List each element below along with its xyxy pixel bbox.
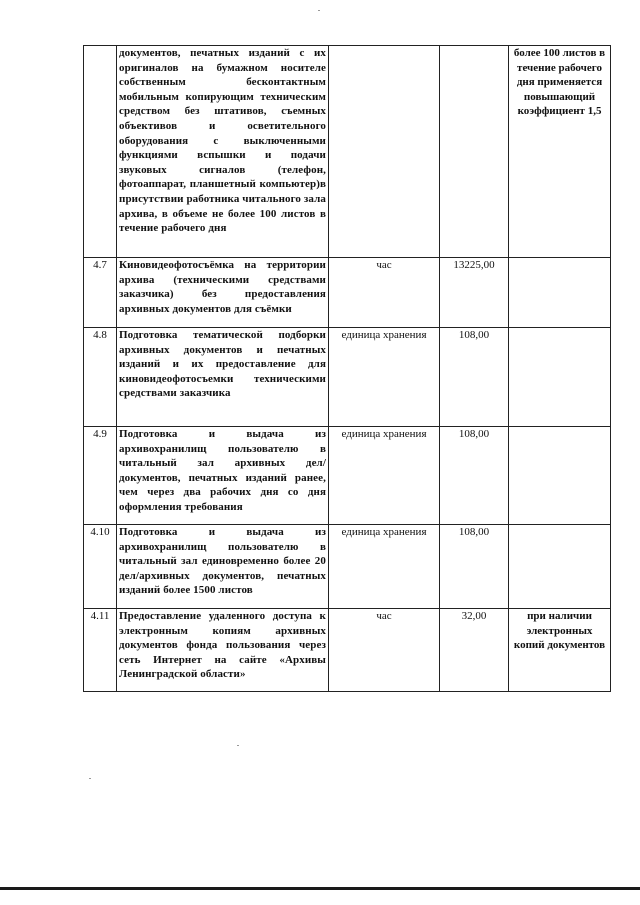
note-cell: более 100 листов в течение рабочего дня применяется повышающий коэффициент 1,5 <box>509 46 611 258</box>
price-value: 32,00 <box>440 609 509 692</box>
unit-of-measure: час <box>329 609 440 692</box>
service-description: документов, печатных изданий с их оригиналов на бумажном носителе собственным бесконтактным мобильным копирующим техническим средством без штативов, съемных объективов и осветительного оборудования с выключенными функциями вспышки и подачи звуковых сигналов (телефон, фотоаппарат, планшетный компьютер)в присутствии работника читального зала архива, в объеме не более 100 листов в течение рабочего дня <box>117 46 329 258</box>
note-cell <box>509 427 611 525</box>
note-cell <box>509 525 611 609</box>
note-cell <box>509 328 611 427</box>
service-description: Подготовка и выдача из архивохранилищ пользователю в читальный зал единовременно более 20 дел/архивных документов, печатных изданий более 1500 листов <box>117 525 329 609</box>
price-value: 108,00 <box>440 525 509 609</box>
price-list-table <box>83 45 611 692</box>
table-row <box>84 609 611 692</box>
row-number: 4.8 <box>84 328 117 427</box>
scan-speck <box>89 778 91 779</box>
row-number: 4.9 <box>84 427 117 525</box>
table-row <box>84 46 611 258</box>
unit-of-measure: час <box>329 258 440 328</box>
scan-speck <box>237 745 239 746</box>
scan-speck <box>318 10 320 11</box>
note-cell <box>509 258 611 328</box>
unit-of-measure: единица хранения <box>329 328 440 427</box>
service-description: Подготовка тематической подборки архивных документов и печатных изданий и их предоставление для киновидеофотосъемки техническими средствами заказчика <box>117 328 329 427</box>
service-description: Киновидеофотосъёмка на территории архива (техническими средствами заказчика) без предоставления архивных документов для съёмки <box>117 258 329 328</box>
unit-of-measure: единица хранения <box>329 525 440 609</box>
table-row <box>84 427 611 525</box>
price-value: 108,00 <box>440 328 509 427</box>
row-number: 4.11 <box>84 609 117 692</box>
unit-of-measure <box>329 46 440 258</box>
table-row <box>84 525 611 609</box>
service-description: Подготовка и выдача из архивохранилищ пользователю в читальный зал архивных дел/документов, печатных изданий ранее, чем через два рабочих дня со дня оформления требования <box>117 427 329 525</box>
unit-of-measure: единица хранения <box>329 427 440 525</box>
price-value: 108,00 <box>440 427 509 525</box>
row-number: 4.10 <box>84 525 117 609</box>
note-cell: при наличии электронных копий документов <box>509 609 611 692</box>
scan-bottom-edge <box>0 887 640 890</box>
price-value: 13225,00 <box>440 258 509 328</box>
service-description: Предоставление удаленного доступа к электронным копиям архивных документов фонда пользования через сеть Интернет на сайте «Архивы Ленинградской области» <box>117 609 329 692</box>
row-number <box>84 46 117 258</box>
price-value <box>440 46 509 258</box>
table-row <box>84 258 611 328</box>
row-number: 4.7 <box>84 258 117 328</box>
table-row <box>84 328 611 427</box>
